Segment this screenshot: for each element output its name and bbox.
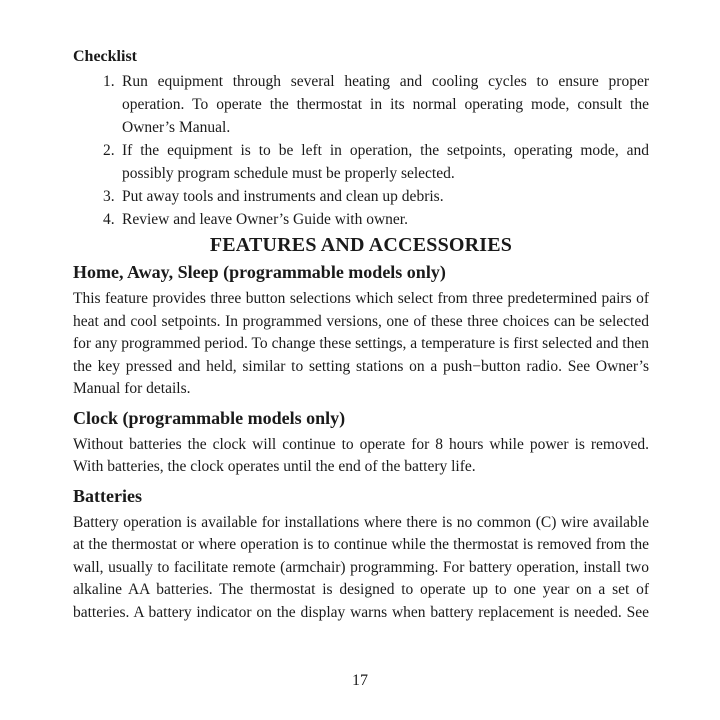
clock-paragraph: Without batteries the clock will continue to operate for 8 hours while power is removed. With batteries, the clock operates until the end of the battery life.: [73, 435, 649, 475]
document-page: [73, 46, 649, 628]
checklist-item: [73, 208, 649, 231]
page-number: 17: [352, 672, 368, 689]
checklist-item-text: Put away tools and instruments and clean up debris.: [122, 188, 444, 205]
checklist-item-text: Run equipment through several heating and cooling cycles to ensure proper operation. To operate the thermostat in its normal operating mode, consult the Owner’s Manual.: [122, 73, 649, 136]
checklist-title: Checklist: [73, 48, 137, 65]
home-away-sleep-heading: Home, Away, Sleep (programmable models only): [73, 262, 446, 282]
checklist-item-text: If the equipment is to be left in operation, the setpoints, operating mode, and possibly program schedule must be properly selected.: [122, 142, 649, 182]
checklist-item: [73, 139, 649, 185]
checklist-item-number: 4.: [103, 211, 115, 228]
features-heading: FEATURES AND ACCESSORIES: [209, 234, 513, 256]
clock-heading: Clock (programmable models only): [73, 407, 346, 428]
checklist-item: [73, 70, 649, 139]
checklist-item-text: Review and leave Owner’s Guide with owner.: [122, 211, 408, 228]
checklist-item-number: 1.: [103, 73, 115, 90]
batteries-paragraph: Battery operation is available for installations where there is no common (C) wire available at the thermostat or where operation is to continue while the thermostat is removed from the wall, usually to facilitate remote (armchair) programming. For battery operation, install two alkaline AA batteries. The thermostat is designed to operate up to one year on a set of batteries. A battery indicator on the display warns when battery replacement is needed. See: [73, 513, 649, 621]
checklist-item-number: 2.: [103, 142, 115, 159]
home-away-sleep-paragraph: This feature provides three button selections which select from three predetermined pairs of heat and cool setpoints. In programmed versions, one of these three choices can be selected for any programmed period. To change these settings, a temperature is first selected and then the key pressed and held, similar to setting stations on a push−button radio. See Owner’s Manual for details.: [73, 290, 649, 397]
batteries-heading: Batteries: [73, 485, 142, 506]
checklist: [73, 70, 649, 231]
checklist-item-number: 3.: [103, 188, 115, 205]
checklist-item: [73, 185, 649, 208]
